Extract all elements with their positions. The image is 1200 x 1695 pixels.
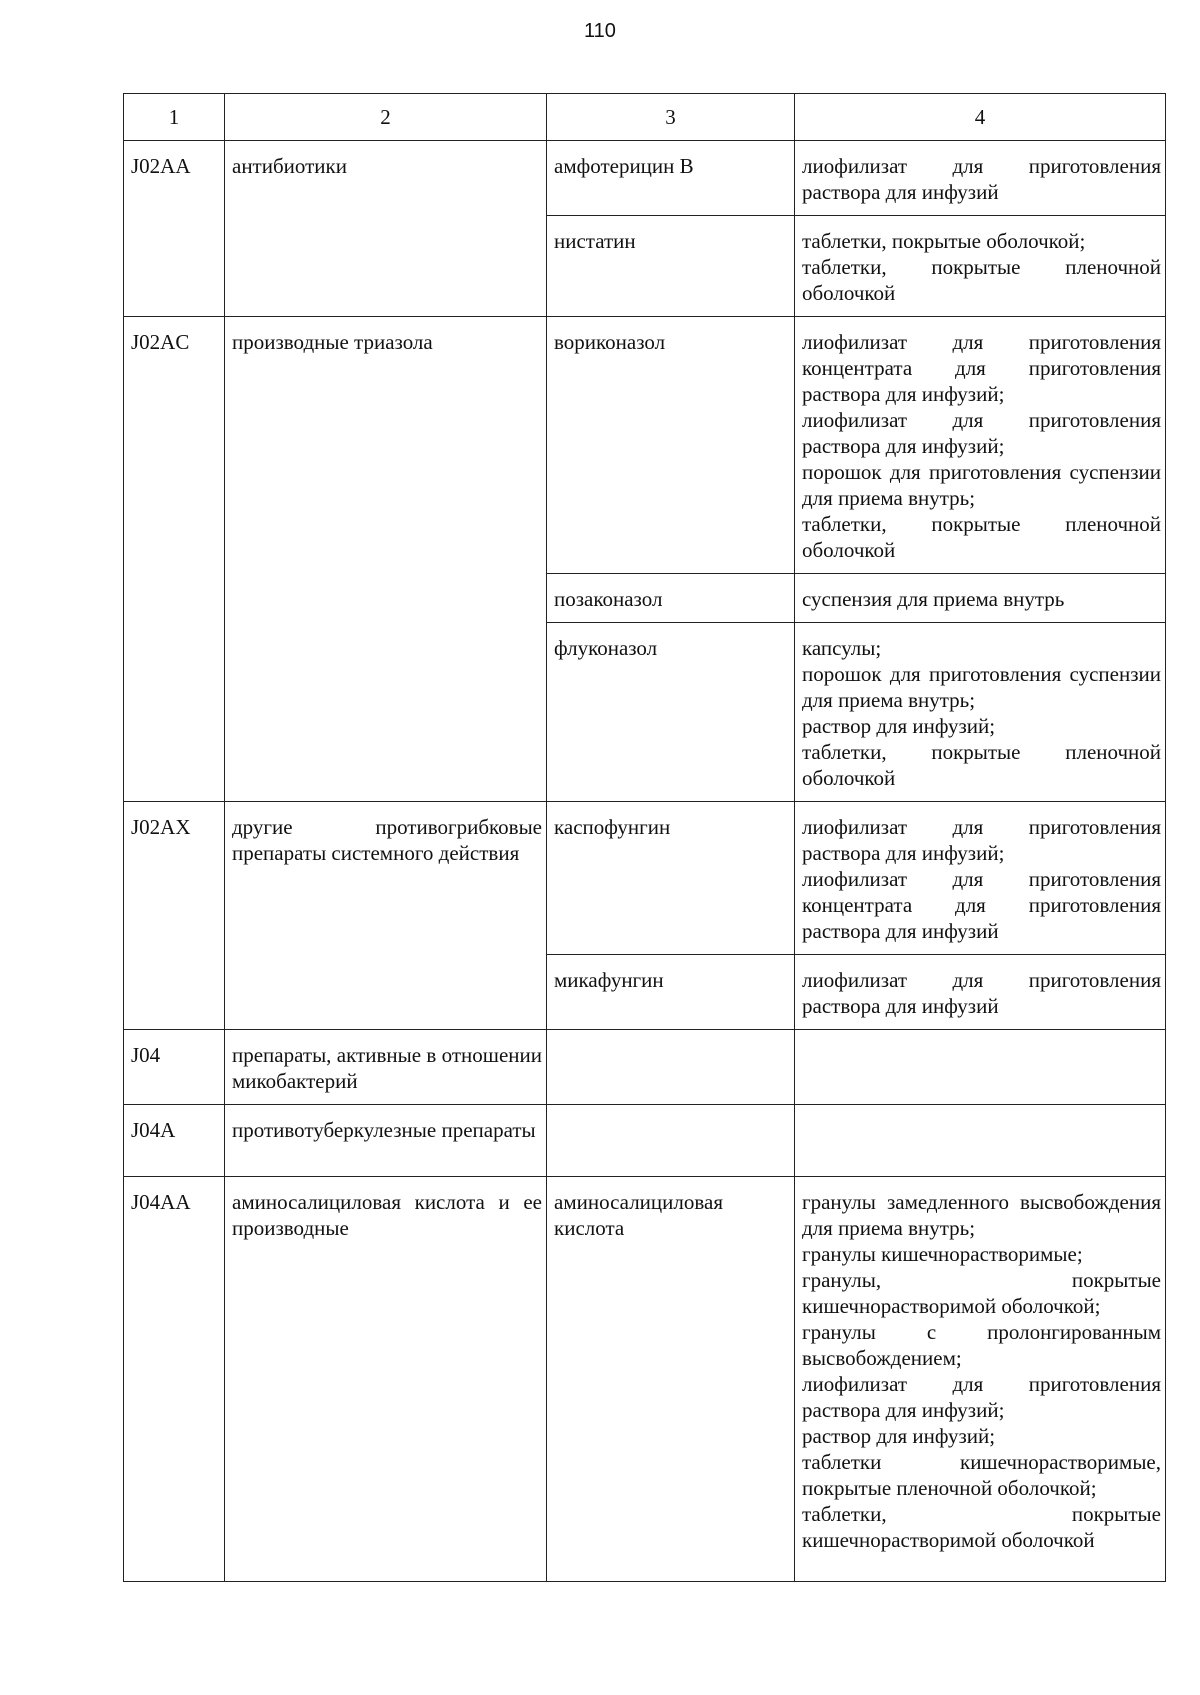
column-header-3: 3: [547, 94, 795, 141]
column-header-1: 1: [124, 94, 225, 141]
table-row: [124, 1105, 1166, 1177]
dosage-forms-cell: лиофилизат для приготовления раствора для инфузий; лиофилизат для приготовления концентрата для приготовления раствора для инфузий: [795, 802, 1166, 955]
table-body: [124, 94, 1166, 1582]
dosage-forms-cell: капсулы; порошок для приготовления суспензии для приема внутрь; раствор для инфузий; таблетки, покрытые пленочной оболочкой: [795, 623, 1166, 802]
dosage-forms-cell: суспензия для приема внутрь: [795, 574, 1166, 623]
drug-name-cell: каспофунгин: [547, 802, 795, 955]
drug-name-cell: флуконазол: [547, 623, 795, 802]
group-name-cell: препараты, активные в отношении микобактерий: [225, 1030, 547, 1105]
dosage-forms-cell: [795, 1030, 1166, 1105]
group-name-cell: другие противогрибковые препараты системного действия: [225, 802, 547, 1030]
group-name-cell: антибиотики: [225, 141, 547, 317]
table-row: [124, 802, 1166, 955]
drug-name-cell: нистатин: [547, 216, 795, 317]
dosage-forms-cell: гранулы замедленного высвобождения для приема внутрь; гранулы кишечнорастворимые; гранулы, покрытые кишечнорастворимой оболочкой; гранулы с пролонгированным высвобождением; лиофилизат для приготовления раствора для инфузий; раствор для инфузий; таблетки кишечнорастворимые, покрытые пленочной оболочкой; таблетки, покрытые кишечнорастворимой оболочкой: [795, 1177, 1166, 1582]
dosage-forms-cell: лиофилизат для приготовления концентрата для приготовления раствора для инфузий; лиофилизат для приготовления раствора для инфузий; порошок для приготовления суспензии для приема внутрь; таблетки, покрытые пленочной оболочкой: [795, 317, 1166, 574]
atc-code-cell: J04: [124, 1030, 225, 1105]
drug-name-cell: амфотерицин B: [547, 141, 795, 216]
table-row: [124, 1177, 1166, 1582]
drug-name-cell: микафунгин: [547, 955, 795, 1030]
dosage-forms-cell: лиофилизат для приготовления раствора для инфузий: [795, 141, 1166, 216]
drug-name-cell: [547, 1030, 795, 1105]
group-name-cell: производные триазола: [225, 317, 547, 802]
medication-table: [123, 93, 1166, 1582]
dosage-forms-cell: таблетки, покрытые оболочкой; таблетки, покрытые пленочной оболочкой: [795, 216, 1166, 317]
dosage-forms-cell: лиофилизат для приготовления раствора для инфузий: [795, 955, 1166, 1030]
atc-code-cell: J02AA: [124, 141, 225, 317]
dosage-forms-cell: [795, 1105, 1166, 1177]
group-name-cell: аминосалициловая кислота и ее производные: [225, 1177, 547, 1582]
column-header-2: 2: [225, 94, 547, 141]
drug-name-cell: позаконазол: [547, 574, 795, 623]
column-header-4: 4: [795, 94, 1166, 141]
drug-name-cell: вориконазол: [547, 317, 795, 574]
header-row: [124, 94, 1166, 141]
atc-code-cell: J04AA: [124, 1177, 225, 1582]
atc-code-cell: J04A: [124, 1105, 225, 1177]
table-row: [124, 141, 1166, 216]
table-row: [124, 317, 1166, 574]
drug-name-cell: [547, 1105, 795, 1177]
table-row: [124, 1030, 1166, 1105]
atc-code-cell: J02AX: [124, 802, 225, 1030]
page-number: 110: [584, 20, 616, 42]
drug-name-cell: аминосалициловая кислота: [547, 1177, 795, 1582]
atc-code-cell: J02AC: [124, 317, 225, 802]
group-name-cell: противотуберкулезные препараты: [225, 1105, 547, 1177]
